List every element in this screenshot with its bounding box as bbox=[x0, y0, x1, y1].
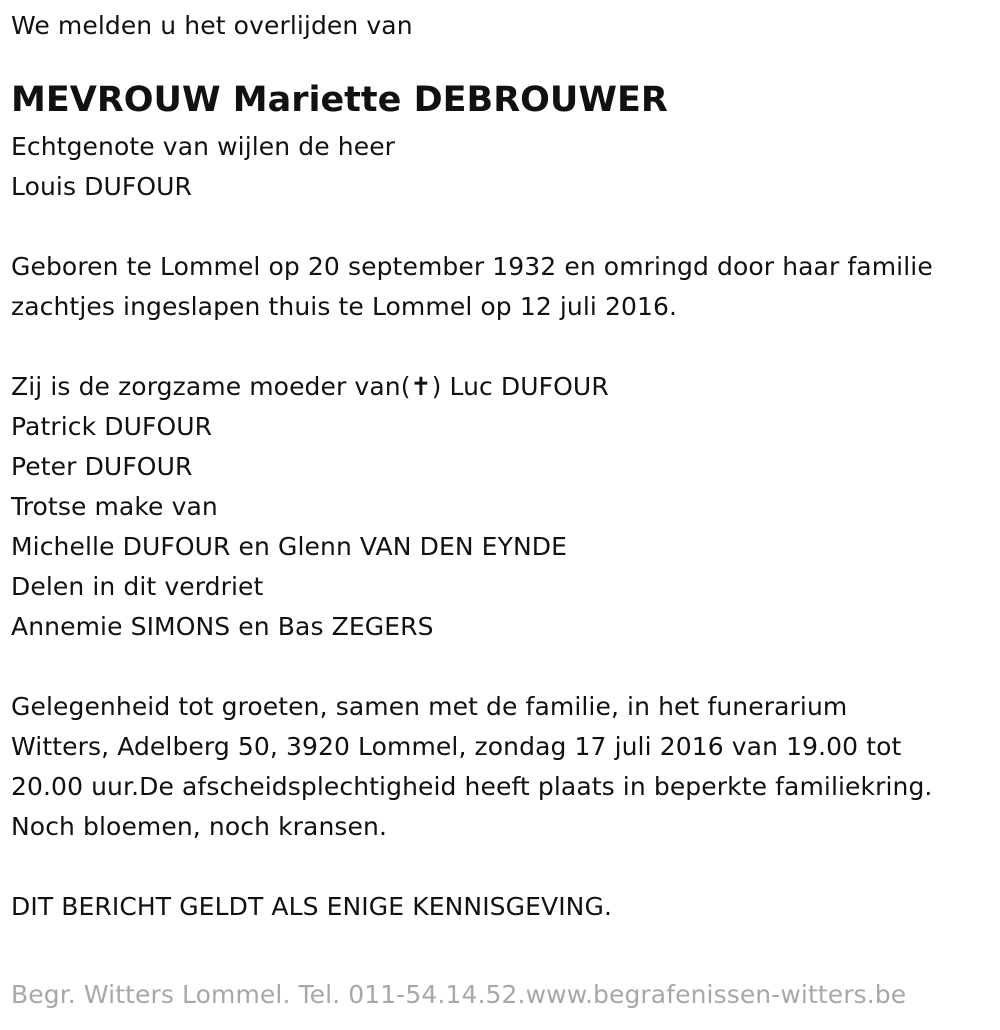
spacer bbox=[11, 847, 996, 887]
spouse-line-2: Louis DUFOUR bbox=[11, 172, 193, 201]
spouse-line-1: Echtgenote van wijlen de heer bbox=[11, 132, 396, 161]
ceremony-line: Witters, Adelberg 50, 3920 Lommel, zondag 17 juli 2016 van 19.00 tot bbox=[11, 732, 902, 761]
family-line: Peter DUFOUR bbox=[11, 452, 193, 481]
funeral-home-footer: Begr. Witters Lommel. Tel. 011-54.14.52.www.begrafenissen-witters.be bbox=[11, 980, 907, 1009]
intro-text: We melden u het overlijden van bbox=[11, 11, 413, 40]
spacer bbox=[11, 207, 996, 247]
birth-death-line-1: Geboren te Lommel op 20 september 1932 en omringd door haar familie bbox=[11, 252, 933, 281]
family-line: Michelle DUFOUR en Glenn VAN DEN EYNDE bbox=[11, 532, 567, 561]
spacer bbox=[11, 327, 996, 367]
spacer bbox=[11, 647, 996, 687]
family-line: Trotse make van bbox=[11, 492, 218, 521]
family-line: Annemie SIMONS en Bas ZEGERS bbox=[11, 612, 434, 641]
family-line: Zij is de zorgzame moeder van(✝) Luc DUFOUR bbox=[11, 372, 609, 401]
obituary-notice bbox=[11, 6, 996, 927]
birth-death-line-2: zachtjes ingeslapen thuis te Lommel op 12 juli 2016. bbox=[11, 292, 678, 321]
deceased-name: MEVROUW Mariette DEBROUWER bbox=[11, 80, 668, 120]
ceremony-line: Gelegenheid tot groeten, samen met de familie, in het funerarium bbox=[11, 692, 848, 721]
ceremony-line: 20.00 uur.De afscheidsplechtigheid heeft plaats in beperkte familiekring. bbox=[11, 772, 933, 801]
family-line: Patrick DUFOUR bbox=[11, 412, 213, 441]
notice-statement: DIT BERICHT GELDT ALS ENIGE KENNISGEVING. bbox=[11, 892, 612, 921]
family-line: Delen in dit verdriet bbox=[11, 572, 264, 601]
ceremony-line: Noch bloemen, noch kransen. bbox=[11, 812, 387, 841]
